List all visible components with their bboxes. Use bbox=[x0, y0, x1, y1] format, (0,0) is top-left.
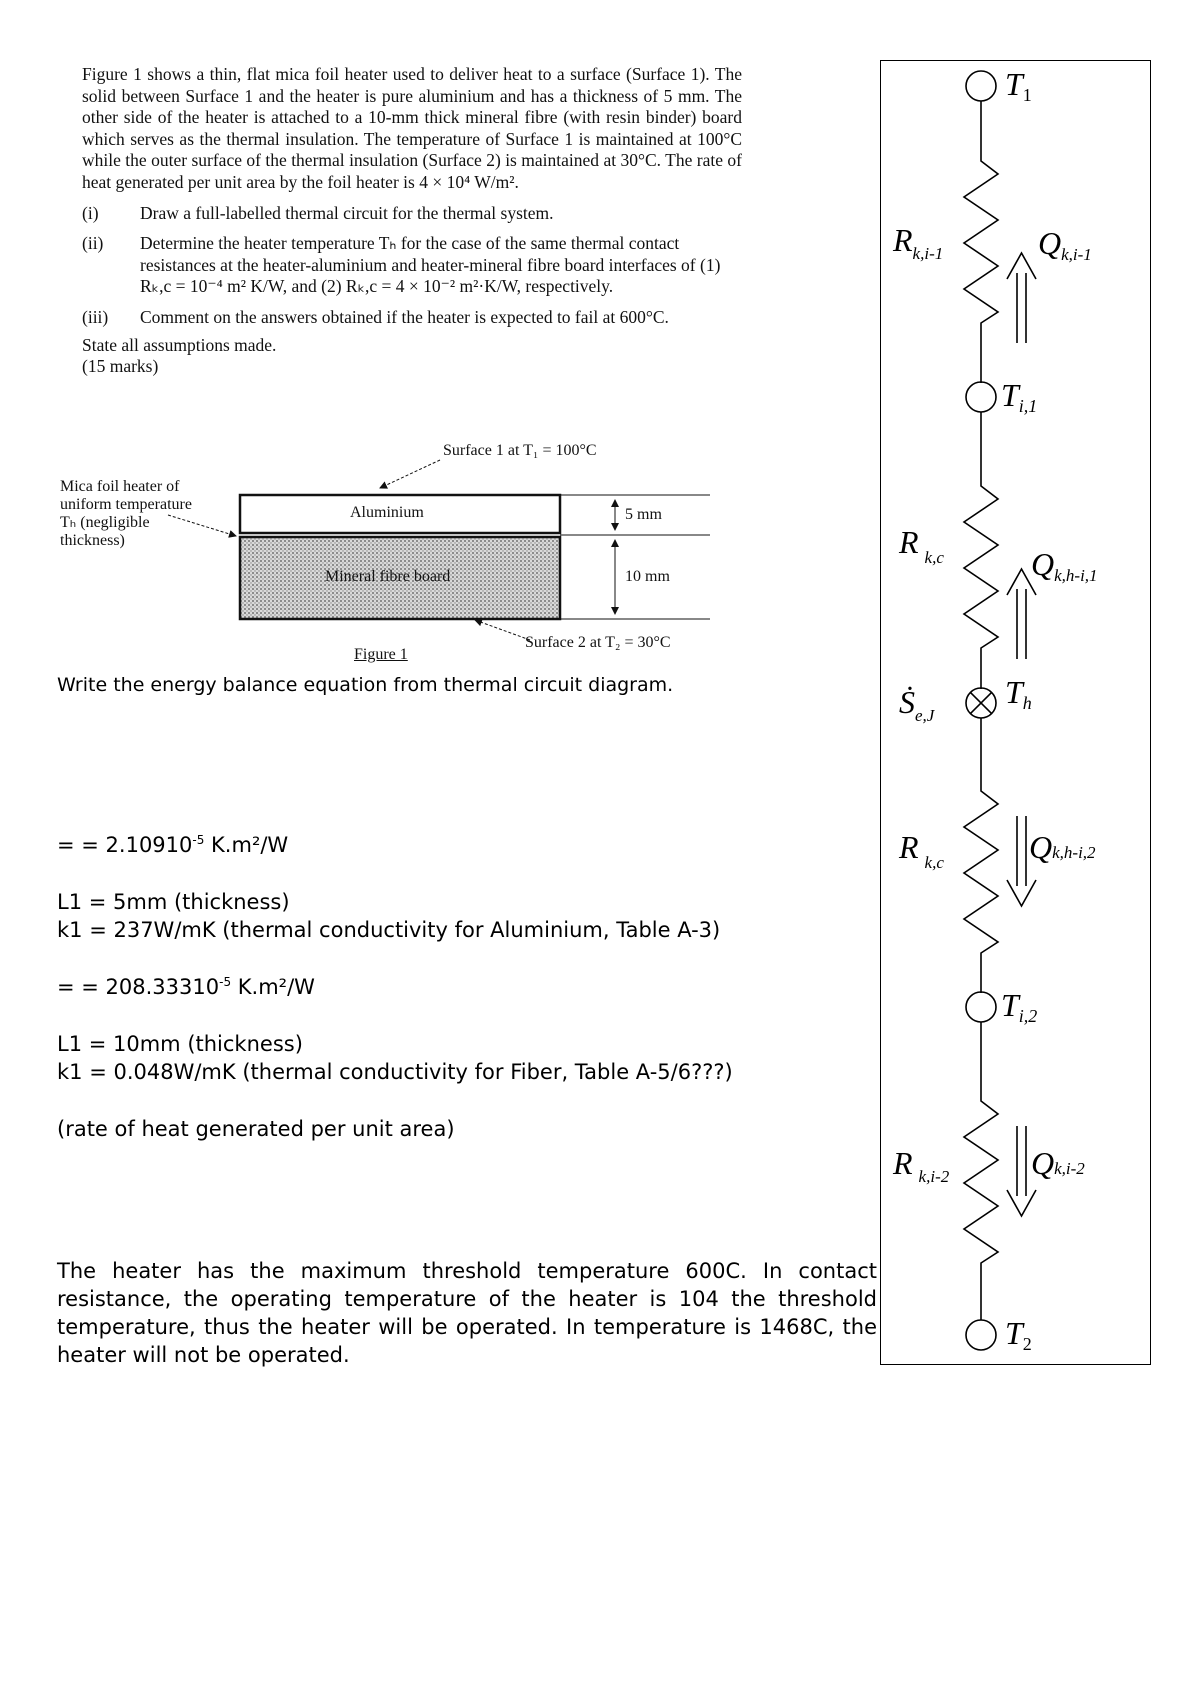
item-number: (i) bbox=[82, 202, 99, 223]
problem-statement bbox=[82, 64, 742, 378]
label-r-k-i-2: R $_{k,i-2}$ bbox=[893, 1145, 950, 1186]
label-r-k-i-1: $R_{k,i-1}$ bbox=[893, 222, 944, 263]
aluminium-thickness: L1 = 5mm (thickness) bbox=[57, 890, 290, 914]
figure-caption: Figure 1 bbox=[354, 646, 408, 663]
label-th: Th bbox=[1005, 674, 1032, 713]
aluminium-resistance-line: = = $2.10910^{-5}$ K.m²/W bbox=[57, 833, 289, 857]
dimension-5mm: 5 mm bbox=[625, 506, 662, 523]
heat-generation-note: (rate of heat generated per unit area) bbox=[57, 1117, 455, 1141]
resistor-r-k-i-1 bbox=[964, 151, 998, 336]
fibre-thickness: L1 = 10mm (thickness) bbox=[57, 1032, 303, 1056]
resistor-r-k-i-2 bbox=[964, 1091, 998, 1273]
thermal-circuit bbox=[880, 60, 1151, 1365]
surface-1-label: Surface 1 at T₁ = 100°C bbox=[443, 442, 597, 459]
conclusion-paragraph: The heater has the maximum threshold temperature 600C. In contact resistance, the operating temperature of the heater is 104 the threshold temperature, thus the heater will be operated. In temperature is 1468C, the heater will not be operated. bbox=[57, 1259, 877, 1367]
marks-label: (15 marks) bbox=[82, 356, 159, 377]
node-ti2 bbox=[966, 992, 996, 1022]
label-q-k-h-i-1: Qk,h-i,1 bbox=[1031, 546, 1098, 585]
figure-1 bbox=[60, 440, 740, 670]
fibre-resistance-line: = = $208.33310^{-5}$ K.m²/W bbox=[57, 975, 315, 999]
circuit-drawing bbox=[881, 61, 1152, 1366]
problem-item-2 bbox=[82, 233, 742, 298]
label-q-k-h-i-2: Qk,h-i,2 bbox=[1029, 829, 1096, 865]
fibre-conductivity: k1 = 0.048W/mK (thermal conductivity for Fiber, Table A-5/6???) bbox=[57, 1060, 733, 1084]
arrow-q-k-h-i-1-up-icon bbox=[1007, 569, 1036, 659]
resistor-r-k-c-2 bbox=[964, 781, 998, 963]
aluminium-conductivity: k1 = 237W/mK (thermal conductivity for Aluminium, Table A-3) bbox=[57, 918, 721, 942]
heater-label: Mica foil heater of uniform temperature Tₕ (negligible thickness) bbox=[60, 478, 192, 549]
energy-balance-instruction: Write the energy balance equation from thermal circuit diagram. bbox=[57, 674, 674, 696]
dimension-10mm: 10 mm bbox=[625, 568, 670, 585]
resistor-r-k-c-1 bbox=[964, 476, 998, 659]
item-text: Comment on the answers obtained if the heater is expected to fail at 600°C. bbox=[140, 306, 669, 327]
node-t2 bbox=[966, 1320, 996, 1350]
label-t1: T1 bbox=[1005, 66, 1032, 105]
aluminium-label: Aluminium bbox=[350, 504, 424, 521]
node-t1 bbox=[966, 71, 996, 101]
label-s-e-j: Ṡ$_{e,J}$ bbox=[899, 684, 935, 725]
item-text: Draw a full-labelled thermal circuit for the thermal system. bbox=[140, 202, 554, 223]
item-number: (iii) bbox=[82, 306, 109, 327]
label-q-k-i-2: Qk,i-2 bbox=[1031, 1145, 1085, 1181]
surface-2-label: Surface 2 at T₂ = 30°C bbox=[525, 634, 671, 651]
item-number: (ii) bbox=[82, 233, 104, 254]
mineral-board-label: Mineral fibre board bbox=[325, 568, 451, 585]
assumptions-line: State all assumptions made. bbox=[82, 334, 277, 355]
problem-item-3 bbox=[82, 307, 742, 329]
node-ti1 bbox=[966, 382, 996, 412]
label-t2: T2 bbox=[1005, 1315, 1032, 1354]
label-r-k-c-2: R $_{k,c}$ bbox=[899, 829, 944, 872]
item-text: Determine the heater temperature Tₕ for the case of the same thermal contact resistances at the heater-aluminium and heater-mineral fibre board interfaces of (1) Rₖ,c = 10⁻⁴ m² K/W, and (2) Rₖ,c = 4 × 10⁻² m²·K/W, respectively. bbox=[140, 233, 721, 297]
label-q-k-i-1: Qk,i-1 bbox=[1038, 225, 1092, 264]
label-ti2: Ti,2 bbox=[1001, 987, 1038, 1026]
label-ti1: Ti,1 bbox=[1001, 377, 1038, 416]
problem-item-1 bbox=[82, 203, 742, 225]
arrow-q-k-i-1-up-icon bbox=[1007, 253, 1036, 343]
label-r-k-c-1: R $_{k,c}$ bbox=[899, 524, 944, 567]
problem-intro: Figure 1 shows a thin, flat mica foil heater used to deliver heat to a surface (Surface 1). The solid between Surface 1 and the heater is pure aluminium and has a thickness of 5 mm. The other side of the heater is attached to a 10-mm thick mineral fibre (with resin binder) board which serves as the thermal insulation. The temperature of Surface 1 is maintained at 100°C while the outer surface of the thermal insulation (Surface 2) is maintained at 30°C. The rate of heat generated per unit area by the foil heater is 4 × 10⁴ W/m². bbox=[82, 64, 742, 192]
